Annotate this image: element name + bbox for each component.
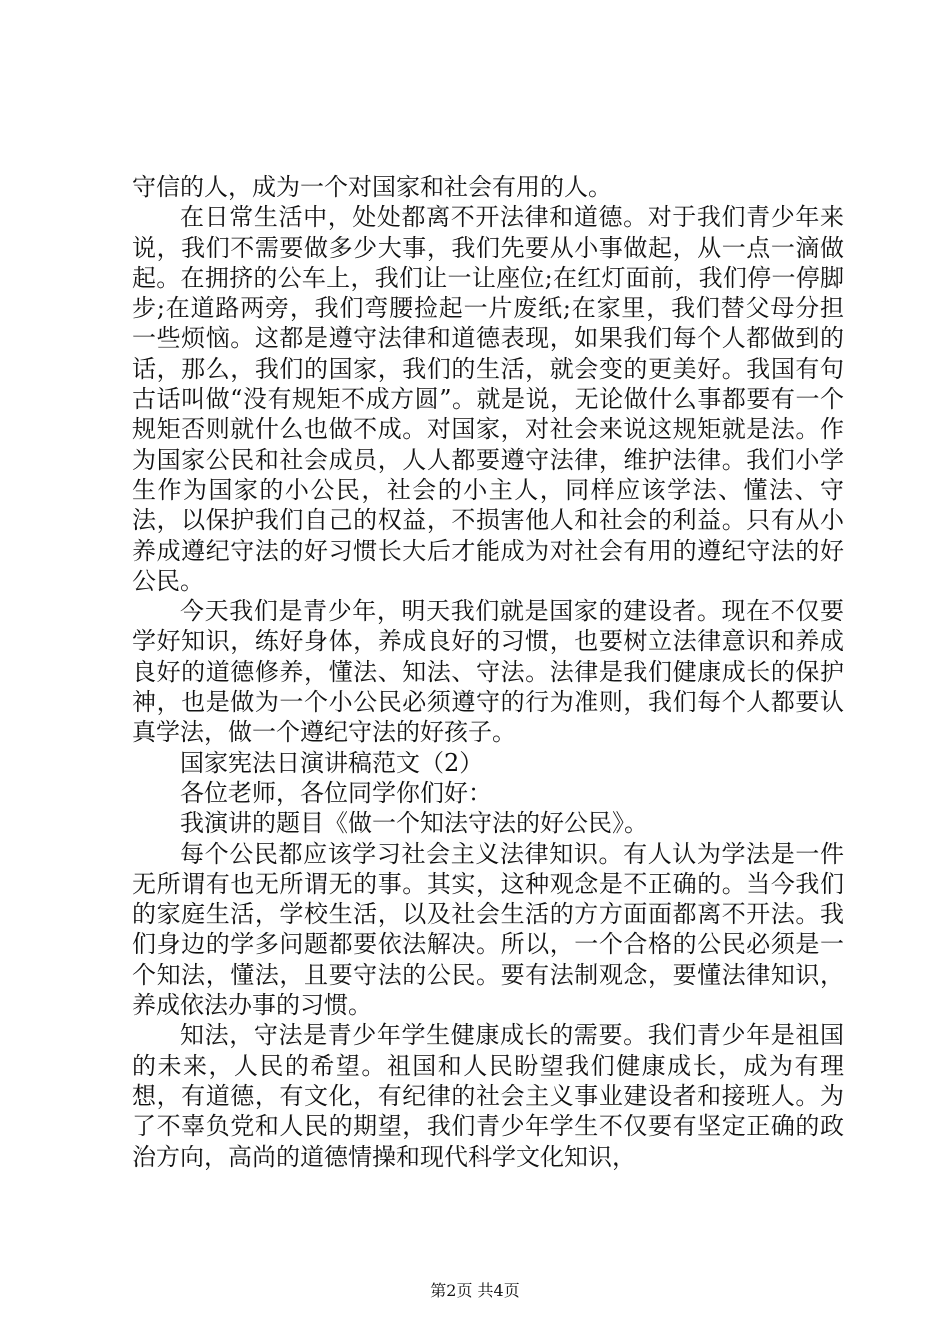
paragraph-daily-life: 在日常生活中，处处都离不开法律和道德。对于我们青少年来说，我们不需要做多少大事，我们先要从小事做起，从一点一滴做起。在拥挤的公车上，我们让一让座位;在红灯面前，我们停一停脚步;在道路两旁，我们弯腰捡起一片废纸;在家里，我们替父母分担一些烦恼。这都是遵守法律和道德表现，如果我们每个人都做到的话，那么，我们的国家，我们的生活，就会变的更美好。我国有句古话叫做“没有规矩不成方圆”。就是说，无论做什么事都要有一个规矩否则就什么也做不成。对国家，对社会来说这规矩就是法。作为国家公民和社会成员，人人都要遵守法律，维护法律。我们小学生作为国家的小公民，社会的小主人，同样应该学法、懂法、守法，以保护我们自己的权益，不损害他人和社会的利益。只有从小养成遵纪守法的好习惯长大后才能成为对社会有用的遵纪守法的好公民。 bbox=[132, 203, 844, 595]
greeting-line: 各位老师，各位同学你们好： bbox=[180, 778, 492, 807]
speech-topic-line: 我演讲的题目《做一个知法守法的好公民》。 bbox=[180, 809, 648, 838]
paragraph-future-builders: 今天我们是青少年，明天我们就是国家的建设者。现在不仅要学好知识，练好身体，养成良好的习惯，也要树立法律意识和养成良好的道德修养，懂法、知法、守法。法律是我们健康成长的保护神，也是做为一个小公民必须遵守的行为准则，我们每个人都要认真学法，做一个遵纪守法的好孩子。 bbox=[132, 597, 844, 747]
paragraph-youth-growth: 知法，守法是青少年学生健康成长的需要。我们青少年是祖国的未来，人民的希望。祖国和人民盼望我们健康成长，成为有理想，有道德，有文化，有纪律的社会主义事业建设者和接班人。为了不辜负党和人民的期望，我们青少年学生不仅要有坚定正确的政治方向，高尚的道德情操和现代科学文化知识， bbox=[132, 1021, 844, 1171]
paragraph-learn-law: 每个公民都应该学习社会主义法律知识。有人认为学法是一件无所谓有也无所谓无的事。其实，这种观念是不正确的。当今我们的家庭生活，学校生活，以及社会生活的方方面面都离不开法。我们身边的学多问题都要依法解决。所以，一个合格的公民必须是一个知法，懂法，且要守法的公民。要有法制观念，要懂法律知识，养成依法办事的习惯。 bbox=[132, 839, 844, 1020]
page-number-footer: 第2页 共4页 bbox=[430, 1281, 520, 1300]
section-heading: 国家宪法日演讲稿范文（2） bbox=[180, 748, 484, 777]
paragraph-continuation: 守信的人，成为一个对国家和社会有用的人。 bbox=[132, 173, 612, 201]
document-body bbox=[132, 172, 844, 1172]
